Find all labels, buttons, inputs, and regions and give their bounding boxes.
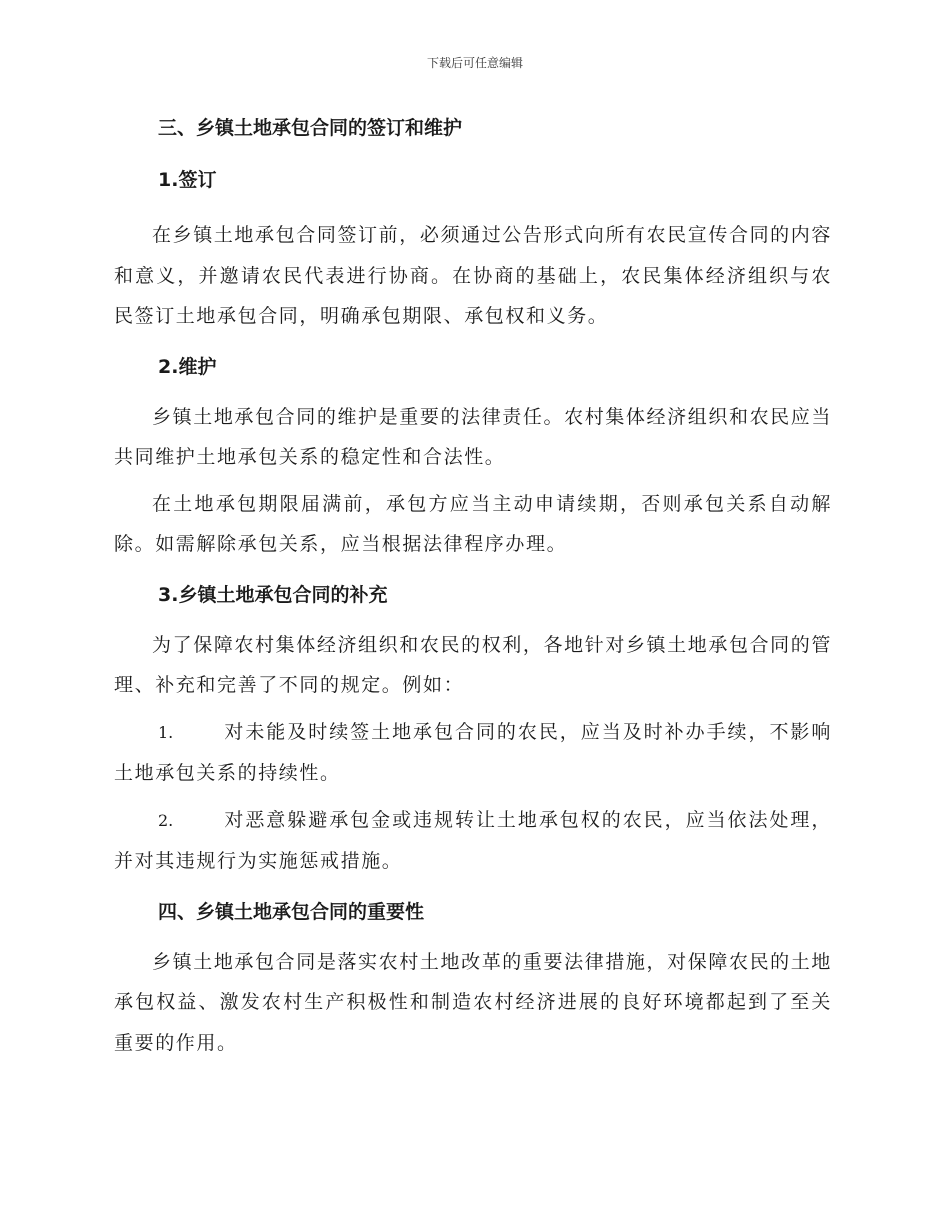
- subsection-3-paragraph: 为了保障农村集体经济组织和农民的权利，各地针对乡镇土地承包合同的管理、补充和完善了不同的规定。例如：: [114, 633, 832, 696]
- subsection-2-paragraph-2: 在土地承包期限届满前，承包方应当主动申请续期，否则承包关系自动解除。如需解除承包关系，应当根据法律程序办理。: [114, 492, 832, 555]
- section-4-heading: 四、乡镇土地承包合同的重要性: [158, 900, 425, 923]
- subsection-1-heading: 1.签订: [158, 169, 217, 191]
- page-header: 下载后可任意编辑: [426, 56, 523, 70]
- list-item-2-number: 2.: [158, 810, 174, 830]
- list-item-2: [114, 800, 832, 882]
- list-item-2-text: 对恶意躲避承包金或违规转让土地承包权的农民，应当依法处理，并对其违规行为实施惩戒措施。: [114, 808, 832, 872]
- subsection-2-paragraph-1: 乡镇土地承包合同的维护是重要的法律责任。农村集体经济组织和农民应当共同维护土地承包关系的稳定性和合法性。: [114, 405, 832, 468]
- subsection-3-heading: 3.乡镇土地承包合同的补充: [158, 583, 388, 606]
- subsection-2-heading: 2.维护: [158, 355, 217, 378]
- subsection-1-paragraph: 在乡镇土地承包合同签订前，必须通过公告形式向所有农民宣传合同的内容和意义，并邀请农民代表进行协商。在协商的基础上，农民集体经济组织与农民签订土地承包合同，明确承包期限、承包权和义务。: [114, 224, 832, 327]
- section-4-paragraph: 乡镇土地承包合同是落实农村土地改革的重要法律措施，对保障农民的土地承包权益、激发农村生产积极性和制造农村经济进展的良好环境都起到了至关重要的作用。: [114, 950, 832, 1054]
- document-body: [114, 112, 832, 1063]
- list-item-1: [114, 712, 832, 794]
- section-3-heading: 三、乡镇土地承包合同的签订和维护: [158, 117, 463, 139]
- list-item-1-number: 1.: [158, 722, 174, 742]
- list-item-1-text: 对未能及时续签土地承包合同的农民，应当及时补办手续，不影响土地承包关系的持续性。: [114, 720, 832, 784]
